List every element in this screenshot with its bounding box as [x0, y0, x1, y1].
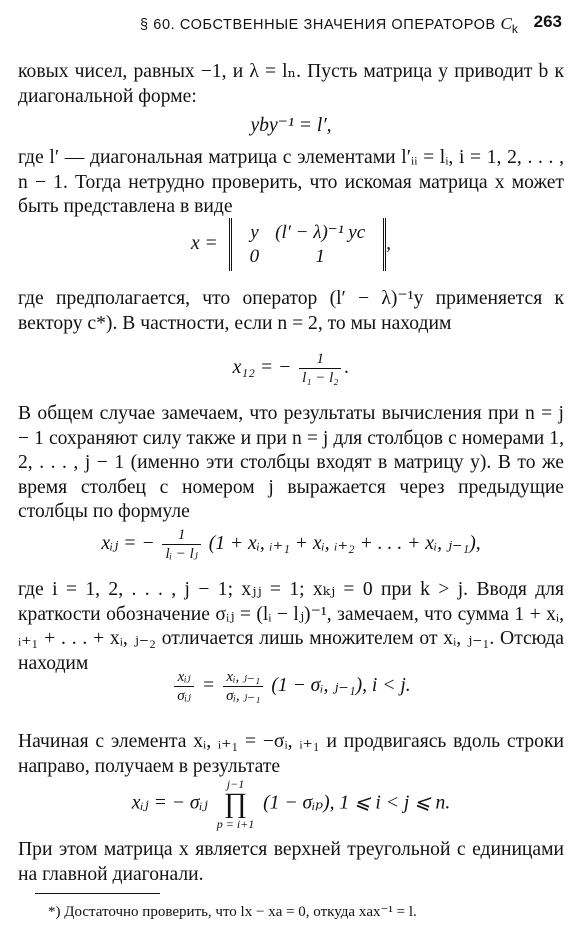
ratio-right-denominator: σᵢ, ⱼ₋₁	[226, 688, 261, 704]
equation-column-recursion	[18, 526, 564, 563]
ratio-left-denominator: σᵢⱼ	[177, 688, 192, 704]
matrix-cell-1-2: (l′ − λ)⁻¹ yc	[275, 222, 366, 243]
matrix-cell-2-2: 1	[315, 246, 325, 267]
matrix-cell-1-1: y	[250, 221, 259, 243]
ratio-equals: =	[201, 675, 216, 696]
matrix-cell-2-1: 0	[249, 246, 260, 267]
product-symbol: ∏	[223, 788, 248, 819]
product-lhs: xᵢⱼ = − σᵢⱼ	[131, 792, 208, 814]
x12-denominator: l₁ − l₂	[302, 370, 339, 386]
ratio-left-fraction	[174, 668, 194, 705]
matrix-tail: ,	[386, 233, 392, 254]
xij-lhs: xᵢⱼ = −	[101, 533, 155, 554]
running-title-symbol: C	[500, 14, 512, 33]
footnote-divider	[35, 893, 160, 894]
xij-rhs: (1 + xᵢ, ᵢ₊₁ + xᵢ, ᵢ₊₂ + . . . + xᵢ, ⱼ₋₁),	[208, 533, 481, 554]
equation-product	[18, 778, 564, 830]
product-lower-limit: p = i+1	[216, 817, 255, 831]
x12-numerator: 1	[299, 350, 341, 369]
running-title-text: § 60. СОБСТВЕННЫЕ ЗНАЧЕНИЯ ОПЕРАТОРОВ	[140, 17, 496, 33]
matrix-lhs: x =	[190, 233, 218, 254]
x12-fraction	[299, 350, 341, 387]
paragraph-7: При этом матрица x является верхней треугольной с единицами на главной диагонали.	[18, 839, 564, 885]
ratio-right-numerator: xᵢ, ⱼ₋₁	[223, 668, 263, 687]
x12-lhs: x₁₂ = −	[232, 357, 292, 378]
running-title	[140, 14, 519, 36]
equation-similarity: yby⁻¹ = l′,	[250, 115, 332, 136]
paragraph-6: Начиная с элемента xᵢ, ᵢ₊₁ = −σᵢ, ᵢ₊₁ и продвигаясь вдоль строки направо, получаем в результате	[18, 731, 564, 777]
paragraph-4: В общем случае замечаем, что результаты вычисления при n = j − 1 сохраняют силу также и при n = j для столбцов с номерами 1, 2, . . . , j − 1 (именно эти столбцы входят в матрицу y). В то же время столбец с номером j выражается через предыдущие столбцы по формуле	[18, 403, 564, 522]
paragraph-2: где l′ — диагональная матрица с элементами l′ᵢᵢ = lᵢ, i = 1, 2, . . . , n − 1. Тогда нетрудно проверить, что искомая матрица x может быть представлена в виде	[18, 147, 564, 217]
equation-ratio	[18, 668, 564, 705]
ratio-right-fraction	[223, 668, 263, 705]
paragraph-1: ковых чисел, равных −1, и λ = lₙ. Пусть матрица y приводит b к диагональной форме:	[18, 61, 564, 107]
product-rhs: (1 − σᵢₚ), 1 ⩽ i < j ⩽ n.	[263, 792, 451, 814]
xij-denominator: lᵢ − lⱼ	[165, 546, 198, 562]
ratio-left-numerator: xᵢⱼ	[174, 668, 194, 687]
xij-fraction	[162, 526, 200, 563]
equation-matrix	[18, 218, 564, 271]
running-title-subscript: k	[511, 21, 519, 36]
ratio-rhs: (1 − σᵢ, ⱼ₋₁), i < j.	[271, 675, 411, 696]
paragraph-3: где предполагается, что оператор (l′ − λ)⁻¹y применяется к вектору c*). В частности, если n = 2, то мы находим	[18, 288, 564, 334]
product-upper-limit: j−1	[226, 777, 245, 791]
xij-numerator: 1	[162, 526, 200, 545]
page-number: 263	[533, 12, 562, 31]
page-header	[0, 8, 580, 42]
paragraph-5: где i = 1, 2, . . . , j − 1; xⱼⱼ = 1; xₖⱼ = 0 при k > j. Вводя для краткости обозначение σᵢⱼ = (lᵢ − lⱼ)⁻¹, замечаем, что сумма 1 + xᵢ, ᵢ₊₁ + . . . + xᵢ, ⱼ₋₂ отличается лишь множителем от xᵢ, ⱼ₋₁. Отсюда находим	[18, 579, 564, 674]
footnote: *) Достаточно проверить, что lx − xa = 0, откуда xax⁻¹ = l.	[48, 904, 417, 920]
block-matrix	[229, 218, 386, 271]
equation-x12: x₁₂ = − $\frac{1}{\text{l₁ − l₂}}$ .	[232, 351, 350, 386]
product-operator	[217, 778, 255, 830]
